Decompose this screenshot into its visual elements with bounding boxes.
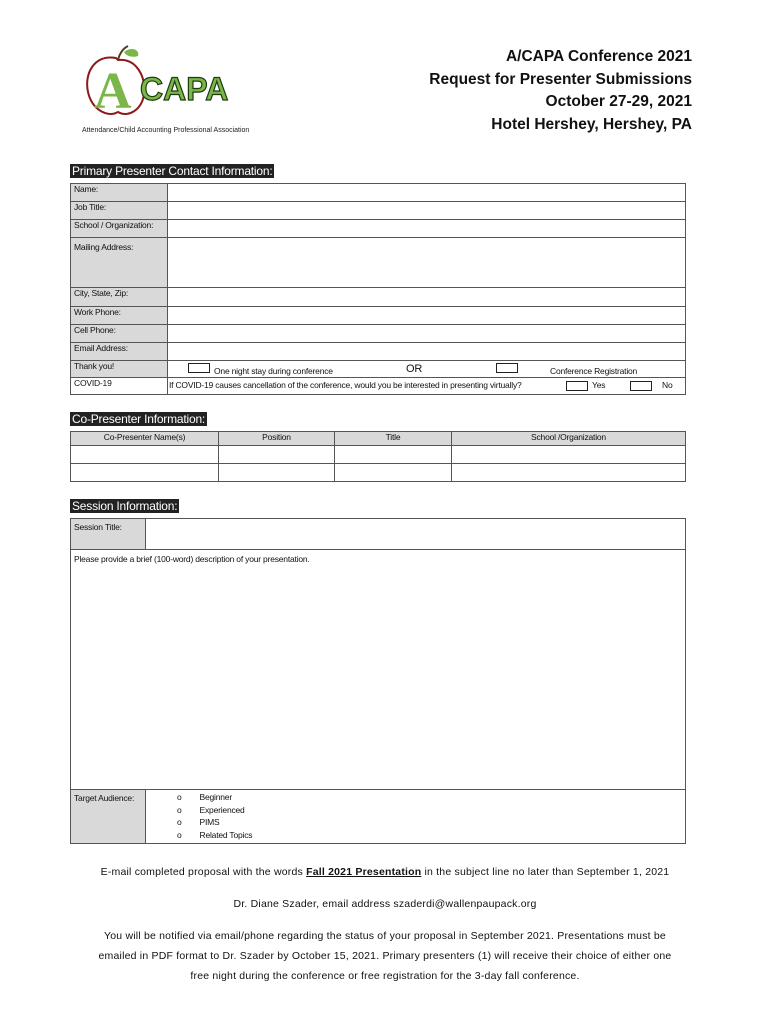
job-title-label: Job Title: xyxy=(71,202,168,220)
copresenter-section-title: Co-Presenter Information: xyxy=(72,412,206,426)
copresenter-position-2[interactable] xyxy=(219,464,335,482)
document-header xyxy=(429,46,692,136)
session-title-label: Session Title: xyxy=(71,519,146,550)
col-position-header: Position xyxy=(219,432,335,446)
notice-line-1: You will be notified via email/phone regarding the status of your proposal in September 2021. Presentations must be xyxy=(104,930,666,942)
choice-row xyxy=(168,361,686,378)
email-field[interactable] xyxy=(168,343,686,361)
col-name-header: Co-Presenter Name(s) xyxy=(71,432,219,446)
school-field[interactable] xyxy=(168,220,686,238)
session-section-title: Session Information: xyxy=(72,499,178,513)
cell-phone-field[interactable] xyxy=(168,325,686,343)
col-title-header: Title xyxy=(335,432,452,446)
acapa-logo xyxy=(80,44,270,136)
registration-checkbox[interactable] xyxy=(496,363,518,373)
logo-letter-a: A xyxy=(94,63,132,120)
covid-yes-label: Yes xyxy=(592,380,606,390)
header-location: Hotel Hershey, Hershey, PA xyxy=(491,115,692,133)
header-conference: A/CAPA Conference 2021 xyxy=(505,48,692,65)
copresenter-name-2[interactable] xyxy=(71,464,219,482)
copresenter-school-1[interactable] xyxy=(452,446,686,464)
name-field[interactable] xyxy=(168,184,686,202)
one-night-label: One night stay during conference xyxy=(214,366,333,376)
registration-label: Conference Registration xyxy=(550,366,638,376)
cell-phone-label: Cell Phone: xyxy=(71,325,168,343)
description-prompt: Please provide a brief (100-word) description of your presentation. xyxy=(74,554,310,564)
session-title-field[interactable] xyxy=(146,519,686,550)
audience-options xyxy=(146,790,686,844)
copresenter-name-1[interactable] xyxy=(71,446,219,464)
contact-line: Dr. Diane Szader, email address szaderdi@wallenpaupack.org xyxy=(233,898,537,910)
copresenter-table xyxy=(70,431,686,482)
thanks-label: Thank you! xyxy=(71,361,168,378)
or-label: OR xyxy=(406,363,423,375)
primary-contact-table xyxy=(70,183,686,395)
school-label: School / Organization: xyxy=(71,220,168,238)
one-night-checkbox[interactable] xyxy=(188,363,210,373)
subject-keyword: Fall 2021 Presentation xyxy=(306,866,422,878)
covid-question: If COVID-19 causes cancellation of the conference, would you be interested in presenting virtually? xyxy=(169,380,522,390)
covid-label: COVID-19 xyxy=(71,378,168,395)
audience-label: Target Audience: xyxy=(71,790,146,844)
col-school-header: School /Organization xyxy=(452,432,686,446)
header-dates: October 27-29, 2021 xyxy=(545,93,692,110)
copresenter-school-2[interactable] xyxy=(452,464,686,482)
notice-line-3: free night during the conference or free registration for the 3-day fall conference. xyxy=(190,970,580,982)
city-field[interactable] xyxy=(168,288,686,307)
covid-row xyxy=(168,378,686,395)
header-request: Request for Presenter Submissions xyxy=(429,70,692,88)
copresenter-title-2[interactable] xyxy=(335,464,452,482)
bullet-icon: o xyxy=(177,829,182,840)
work-phone-field[interactable] xyxy=(168,307,686,325)
audience-option-pims[interactable]: o PIMS xyxy=(177,817,220,827)
copresenter-title-1[interactable] xyxy=(335,446,452,464)
instructions-footer xyxy=(40,862,730,986)
name-label: Name: xyxy=(71,184,168,202)
bullet-icon: o xyxy=(177,817,182,827)
email-label: Email Address: xyxy=(71,343,168,361)
notice-line-2: emailed in PDF format to Dr. Szader by October 15, 2021. Primary presenters (1) will receive their choice of either one xyxy=(98,950,672,962)
logo-text: CAPA xyxy=(140,71,229,107)
description-field[interactable] xyxy=(71,550,686,790)
submission-instructions: E-mail completed proposal with the words Fall 2021 Presentation in the subject line no later than September 1, 2021 xyxy=(100,866,670,878)
audience-option-related[interactable]: o Related Topics xyxy=(177,829,253,840)
city-label: City, State, Zip: xyxy=(71,288,168,307)
audience-option-experienced[interactable]: o Experienced xyxy=(177,804,245,815)
covid-no-label: No xyxy=(662,380,673,390)
session-table xyxy=(70,518,686,844)
mailing-label: Mailing Address: xyxy=(71,238,168,288)
audience-option-beginner[interactable]: o Beginner xyxy=(177,792,232,802)
copresenter-position-1[interactable] xyxy=(219,446,335,464)
bullet-icon: o xyxy=(177,804,182,815)
job-title-field[interactable] xyxy=(168,202,686,220)
covid-no-checkbox[interactable] xyxy=(630,381,652,391)
bullet-icon: o xyxy=(177,792,182,802)
mailing-field[interactable] xyxy=(168,238,686,288)
logo-tagline: Attendance/Child Accounting Professional Association xyxy=(82,127,250,134)
primary-section-title: Primary Presenter Contact Information: xyxy=(72,164,273,178)
covid-yes-checkbox[interactable] xyxy=(566,381,588,391)
work-phone-label: Work Phone: xyxy=(71,307,168,325)
